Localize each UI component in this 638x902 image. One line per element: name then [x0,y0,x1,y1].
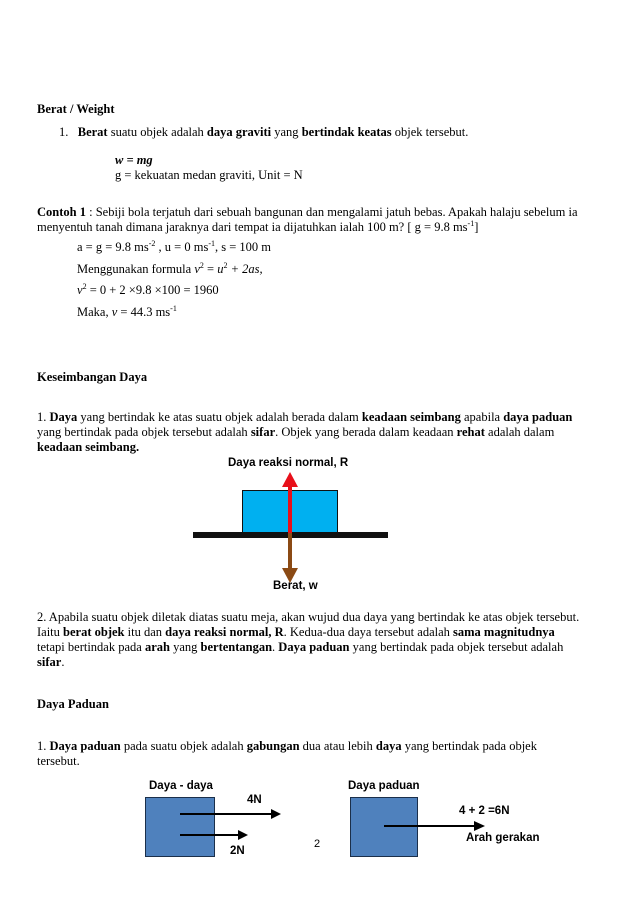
para1-line-2: yang bertindak pada objek tersebut adalah sifar. Objek yang berada dalam keadaan rehat adalah dalam [37,425,555,439]
para2-line-4: sifar. [37,655,65,669]
example-given: a = g = 9.8 $ms^{-2}$ , u = 0 $ms^{-1}$, s = 100 m [77,239,271,254]
section-heading-berat: Berat / Weight [37,102,115,116]
force-2n-arrowhead [238,830,248,840]
page-number: 2 [314,838,321,850]
example-line-1: Contoh 1 : Sebiji bola terjatuh dari sebuah bangunan dan mengalami jatuh bebas. Apakah halaju sebelum ia [37,205,578,219]
formula-note: g = kekuatan medan graviti, Unit = N [115,168,303,182]
para2-line-3: tetapi bertindak pada arah yang bertentangan. Daya paduan yang bertindak pada objek tersebut adalah [37,640,564,654]
section-heading-daya-paduan: Daya Paduan [37,697,109,711]
resultant-line-1: 1. Daya paduan pada suatu objek adalah gabungan dua atau lebih daya yang bertindak pada objek [37,739,537,753]
para1-line-1: 1. Daya yang bertindak ke atas suatu objek adalah berada dalam keadaan seimbang apabila daya paduan [37,410,573,424]
normal-force-label: Daya reaksi normal, R [228,457,349,469]
normal-force-arrowhead [282,472,298,487]
formula-weight: w = mg [115,153,153,167]
para2-line-1: 2. Apabila suatu objek diletak diatas suatu meja, akan wujud dua daya yang bertindak ke atas objek tersebut. [37,610,580,624]
weight-label: Berat, w [273,580,318,592]
force-2n-label: 2N [230,845,245,857]
direction-label: Arah gerakan [466,832,540,844]
para2-line-2: Iaitu berat objek itu dan daya reaksi normal, R. Kedua-dua daya tersebut adalah sama magnitudnya [37,625,555,639]
forces-arrows [178,805,283,845]
resultant-line-2: tersebut. [37,754,80,768]
resultant-title: Daya paduan [348,780,420,792]
example-calculation: $v^2 = 0 + 2 \times 9.8 \times 100 = 1960$ [77,282,219,297]
example-answer: Maka, v = 44.3 $ms^{-1}$ [77,304,177,319]
force-arrows [275,470,305,585]
list-item-berat: 1. Berat suatu objek adalah daya graviti yang bertindak keatas objek tersebut. [59,125,469,139]
forces-title: Daya - daya [149,780,213,792]
force-4n-arrowhead [271,809,281,819]
resultant-label: 4 + 2 =6N [459,805,510,817]
section-heading-keseimbangan: Keseimbangan Daya [37,370,148,384]
resultant-arrowhead [474,821,485,831]
force-4n-label: 4N [247,794,262,806]
example-line-2: menyentuh tanah dimana jaraknya dari tempat ia dijatuhkan ialah 100 m? [ g = 9.8 $ms^{-1}$] [37,219,479,234]
para1-line-3: keadaan seimbang. [37,440,140,454]
example-formula: Menggunakan formula $v^2 = u^2 + 2as$, [77,261,263,276]
